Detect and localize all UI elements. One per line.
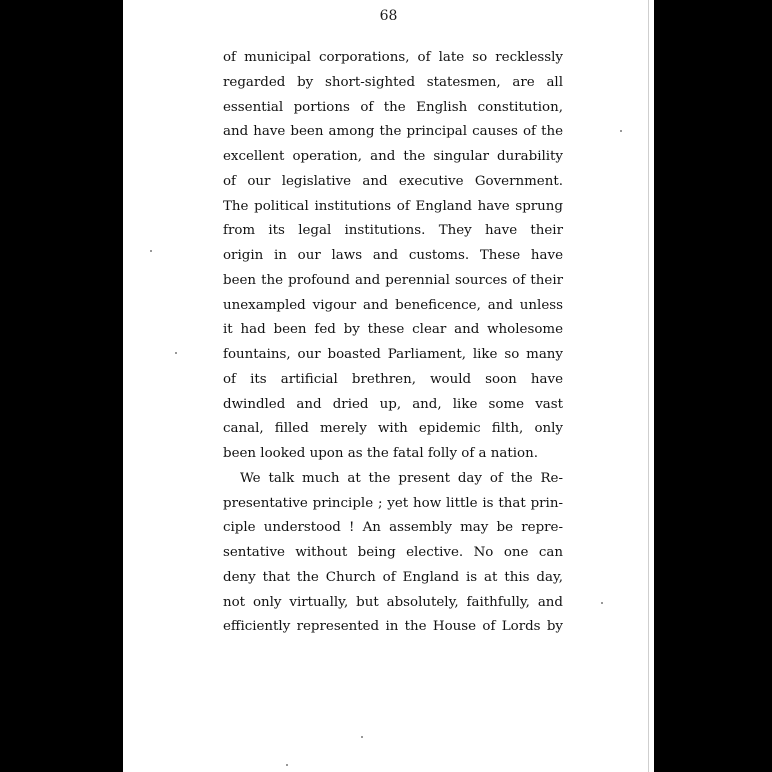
text-line: fountains, our boasted Parliament, like so many — [223, 347, 563, 362]
text-line: We talk much at the present day of the Re- — [240, 470, 563, 486]
scan-speck — [620, 130, 622, 132]
scan-speck — [601, 602, 603, 604]
scan-speck — [286, 764, 288, 766]
text-line: not only virtually, but absolutely, faithfully, and — [223, 594, 563, 610]
text-line: deny that the Church of England is at this day, — [223, 569, 563, 585]
text-line: canal, filled merely with epidemic filth, only — [223, 421, 563, 437]
text-line: been looked upon as the fatal folly of a nation. — [223, 446, 538, 461]
text-line: presentative principle ; yet how little is that prin- — [223, 495, 563, 511]
text-line: from its legal institutions. They have their — [223, 223, 563, 239]
text-line: regarded by short-sighted statesmen, are all — [223, 74, 563, 90]
left-scan-margin — [0, 0, 123, 772]
text-line: efficiently represented in the House of Lords by — [223, 619, 563, 635]
book-page — [123, 0, 654, 772]
text-line: dwindled and dried up, and, like some vast — [223, 396, 563, 412]
text-line: ciple understood ! An assembly may be repre- — [223, 520, 563, 536]
scan-speck — [361, 736, 363, 738]
text-line: and have been among the principal causes of the — [223, 124, 563, 140]
text-line: of its artificial brethren, would soon have — [223, 371, 563, 387]
page-number: 68 — [379, 8, 398, 24]
scan-speck — [150, 250, 152, 252]
text-line: The political institutions of England have sprung — [223, 198, 563, 214]
text-line: it had been fed by these clear and wholesome — [223, 322, 563, 338]
text-line: sentative without being elective. No one can — [223, 545, 563, 560]
text-line: been the profound and perennial sources of their — [223, 272, 563, 288]
page-edge-rule — [648, 0, 649, 772]
body-text — [223, 46, 563, 640]
scan-speck — [175, 352, 177, 354]
right-scan-margin — [654, 0, 772, 772]
text-line: unexampled vigour and beneficence, and unless — [223, 297, 563, 313]
text-line: of our legislative and executive Government. — [223, 173, 563, 189]
text-line: excellent operation, and the singular durability — [223, 149, 563, 164]
text-line: of municipal corporations, of late so recklessly — [223, 50, 563, 65]
text-line: origin in our laws and customs. These have — [223, 248, 563, 263]
text-line: essential portions of the English constitution, — [223, 99, 563, 115]
